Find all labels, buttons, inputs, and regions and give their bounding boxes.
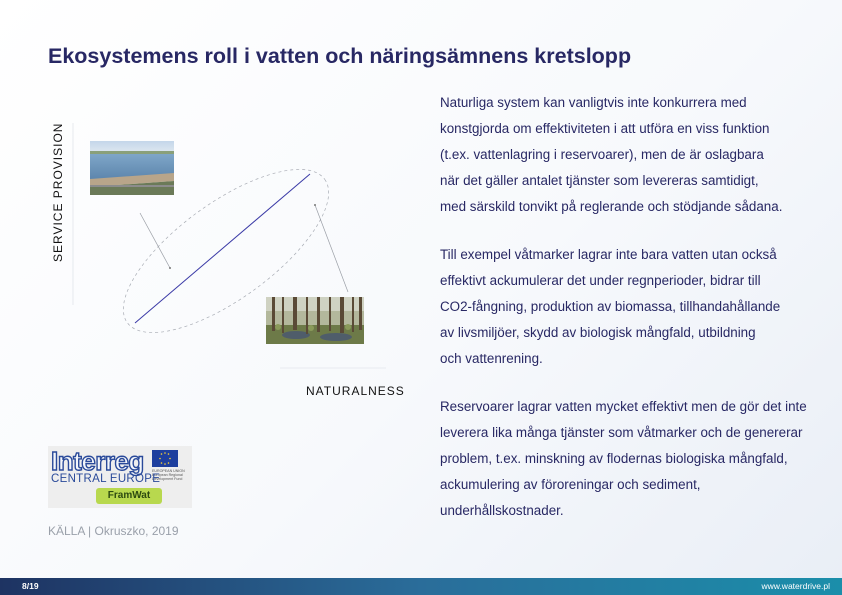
y-axis-label: SERVICE PROVISION	[51, 122, 65, 262]
paragraph-3	[440, 394, 820, 524]
text-line: leverera lika många tjänster som våtmarker och de genererar	[440, 425, 803, 440]
text-line: konstgjorda om effektiviteten i att utföra en viss funktion	[440, 121, 770, 136]
paragraph-1	[440, 90, 820, 220]
wetland-photo	[266, 297, 364, 344]
website-link[interactable]: www.waterdrive.pl	[761, 581, 830, 591]
page-number: 8/19	[22, 581, 39, 591]
footer-bar	[0, 578, 842, 595]
text-line: CO2-fångning, produktion av biomassa, tillhandahållande	[440, 299, 781, 314]
logo-subtitle: CENTRAL EUROPE	[51, 473, 161, 485]
eu-fund-text: EUROPEAN UNION European Regional Development Fund	[152, 469, 185, 481]
text-line: med särskild tonvikt på reglerande och stödjande sådana.	[440, 199, 783, 214]
text-line: problem, t.ex. minskning av flodernas biologiska mångfald,	[440, 451, 788, 466]
reservoir-point	[169, 267, 171, 269]
reservoir-photo	[90, 141, 174, 195]
source-citation: KÄLLA | Okruszko, 2019	[48, 524, 179, 538]
text-line: effektivt ackumulerar det under regnperioder, bidrar till	[440, 273, 761, 288]
text-line: (t.ex. vattenlagring i reservoarer), men de är oslagbara	[440, 147, 764, 162]
text-line: Naturliga system kan vanligtvis inte konkurrera med	[440, 95, 747, 110]
connector-wetland	[315, 205, 348, 292]
text-line: av livsmiljöer, skydd av biologisk mångfald, utbildning	[440, 325, 756, 340]
wetland-point	[314, 204, 316, 206]
text-line: Reservoarer lagrar vatten mycket effektivt men de gör det inte	[440, 399, 807, 414]
text-line: underhållskostnader.	[440, 503, 564, 518]
paragraph-2	[440, 242, 820, 372]
x-axis-label: NATURALNESS	[306, 384, 405, 398]
text-line: och vattenrening.	[440, 351, 543, 366]
slide-title: Ekosystemens roll i vatten och näringsämnens kretslopp	[48, 44, 632, 68]
logo-wordmark: Interreg	[51, 446, 144, 476]
project-badge: FramWat	[96, 488, 162, 504]
text-line: ackumulering av föroreningar och sediment,	[440, 477, 701, 492]
connector-reservoir	[140, 213, 170, 268]
eu-flag-icon	[152, 450, 178, 467]
body-text	[440, 90, 820, 546]
text-line: Till exempel våtmarker lagrar inte bara vatten utan också	[440, 247, 777, 262]
text-line: när det gäller antalet tjänster som levereras samtidigt,	[440, 173, 759, 188]
interreg-logo	[48, 446, 192, 508]
